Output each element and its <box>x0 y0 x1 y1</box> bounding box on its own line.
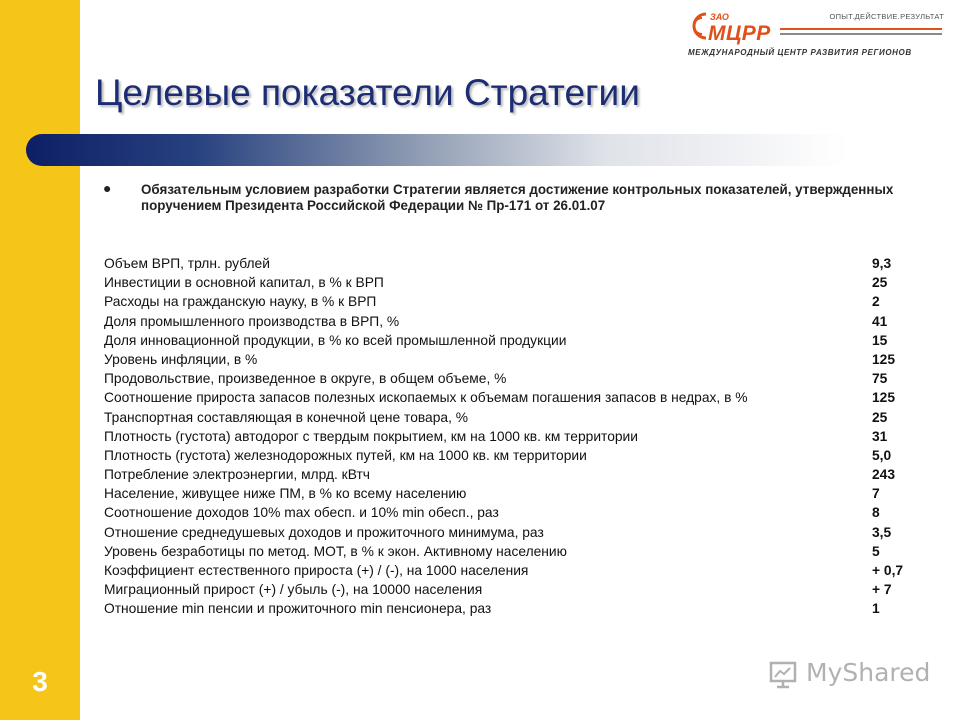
indicator-row <box>104 542 924 561</box>
indicator-value: 25 <box>872 409 888 425</box>
indicator-value: 25 <box>872 275 888 291</box>
indicator-row <box>104 408 924 427</box>
indicator-label: Плотность (густота) автодорог с твердым покрытием, км на 1000 кв. км территории <box>104 428 638 444</box>
indicator-row <box>104 484 924 503</box>
indicators-list <box>104 254 924 619</box>
indicator-row <box>104 312 924 331</box>
indicator-label: Плотность (густота) железнодорожных путей, км на 1000 кв. км территории <box>104 447 587 463</box>
indicator-value: 75 <box>872 371 888 387</box>
indicator-label: Отношение min пенсии и прожиточного min пенсионера, раз <box>104 601 492 617</box>
indicator-label: Расходы на гражданскую науку, в % к ВРП <box>104 294 377 310</box>
logo-name: МЦРР <box>708 22 771 45</box>
indicator-row <box>104 388 924 407</box>
indicator-value: 125 <box>872 390 896 406</box>
indicator-label: Отношение среднедушевых доходов и прожиточного минимума, раз <box>104 524 544 540</box>
indicator-row <box>104 273 924 292</box>
indicator-row <box>104 580 924 599</box>
indicator-row <box>104 599 924 618</box>
indicator-value: 8 <box>872 505 880 521</box>
indicator-label: Потребление электроэнергии, млрд. кВтч <box>104 467 370 483</box>
indicator-value: 125 <box>872 351 896 367</box>
indicator-row <box>104 292 924 311</box>
indicator-value: 5 <box>872 543 880 559</box>
indicator-row <box>104 523 924 542</box>
indicator-value: 15 <box>872 332 888 348</box>
indicator-label: Коэффициент естественного прироста (+) / (-), на 1000 населения <box>104 563 529 578</box>
indicator-row <box>104 561 924 580</box>
title-gradient-bar <box>26 134 960 166</box>
indicator-value: 3,5 <box>872 524 892 540</box>
watermark-text: MyShared <box>806 658 931 687</box>
indicator-label: Миграционный прирост (+) / убыль (-), на 10000 населения <box>104 582 483 598</box>
slide-number: 3 <box>32 666 48 697</box>
indicator-row <box>104 446 924 465</box>
indicator-label: Доля инновационной продукции, в % ко всей промышленной продукции <box>104 332 567 348</box>
indicator-label: Соотношение доходов 10% max обесп. и 10% min обесп., раз <box>104 505 499 521</box>
indicator-row <box>104 350 924 369</box>
indicator-label: Объем ВРП, трлн. рублей <box>104 256 270 271</box>
indicator-label: Инвестиции в основной капитал, в % к ВРП <box>104 275 384 291</box>
left-accent-band <box>0 0 80 720</box>
indicator-row <box>104 254 924 273</box>
indicator-label: Транспортная составляющая в конечной цене товара, % <box>104 409 469 425</box>
indicator-row <box>104 503 924 522</box>
indicator-value: 9,3 <box>872 256 892 271</box>
logo-subtitle: МЕЖДУНАРОДНЫЙ ЦЕНТР РАЗВИТИЯ РЕГИОНОВ <box>688 48 912 57</box>
indicator-row <box>104 465 924 484</box>
indicator-label: Уровень безработицы по метод. МОТ, в % к экон. Активному населению <box>104 543 567 559</box>
indicator-row <box>104 331 924 350</box>
company-logo <box>688 10 948 60</box>
indicator-value: 2 <box>872 294 880 310</box>
indicator-label: Доля промышленного производства в ВРП, % <box>104 313 400 329</box>
indicator-value: 5,0 <box>872 447 892 463</box>
slide-title: Целевые показатели Стратегии <box>95 72 640 113</box>
indicator-row <box>104 427 924 446</box>
indicator-row <box>104 369 924 388</box>
indicator-label: Уровень инфляции, в % <box>104 351 258 367</box>
indicator-label: Население, живущее ниже ПМ, в % ко всему населению <box>104 486 467 502</box>
indicator-label: Соотношение прироста запасов полезных ископаемых к объемам погашения запасов в недрах, в % <box>104 390 748 406</box>
indicator-value: 31 <box>872 428 888 444</box>
indicator-value: 7 <box>872 486 880 502</box>
logo-zao-label: ЗАО <box>710 12 729 22</box>
logo-tagline: ОПЫТ.ДЕЙСТВИЕ.РЕЗУЛЬТАТ <box>829 12 944 21</box>
indicator-value: 41 <box>872 313 888 329</box>
indicator-value: 243 <box>872 467 896 483</box>
intro-statement: Обязательным условием разработки Стратегии является достижение контрольных показателей, утвержденных поручением Президента Российской Федерации № Пр-171 от 26.01.07 <box>141 182 894 213</box>
projector-screen-icon <box>768 660 798 690</box>
indicator-label: Продовольствие, произведенное в округе, в общем объеме, % <box>104 371 507 387</box>
logo-stripes <box>780 28 942 40</box>
bullet-icon: ● <box>103 180 112 196</box>
indicator-value: 1 <box>872 601 880 617</box>
watermark <box>768 656 931 692</box>
indicator-value: + 0,7 <box>872 563 904 578</box>
indicator-value: + 7 <box>872 582 892 598</box>
